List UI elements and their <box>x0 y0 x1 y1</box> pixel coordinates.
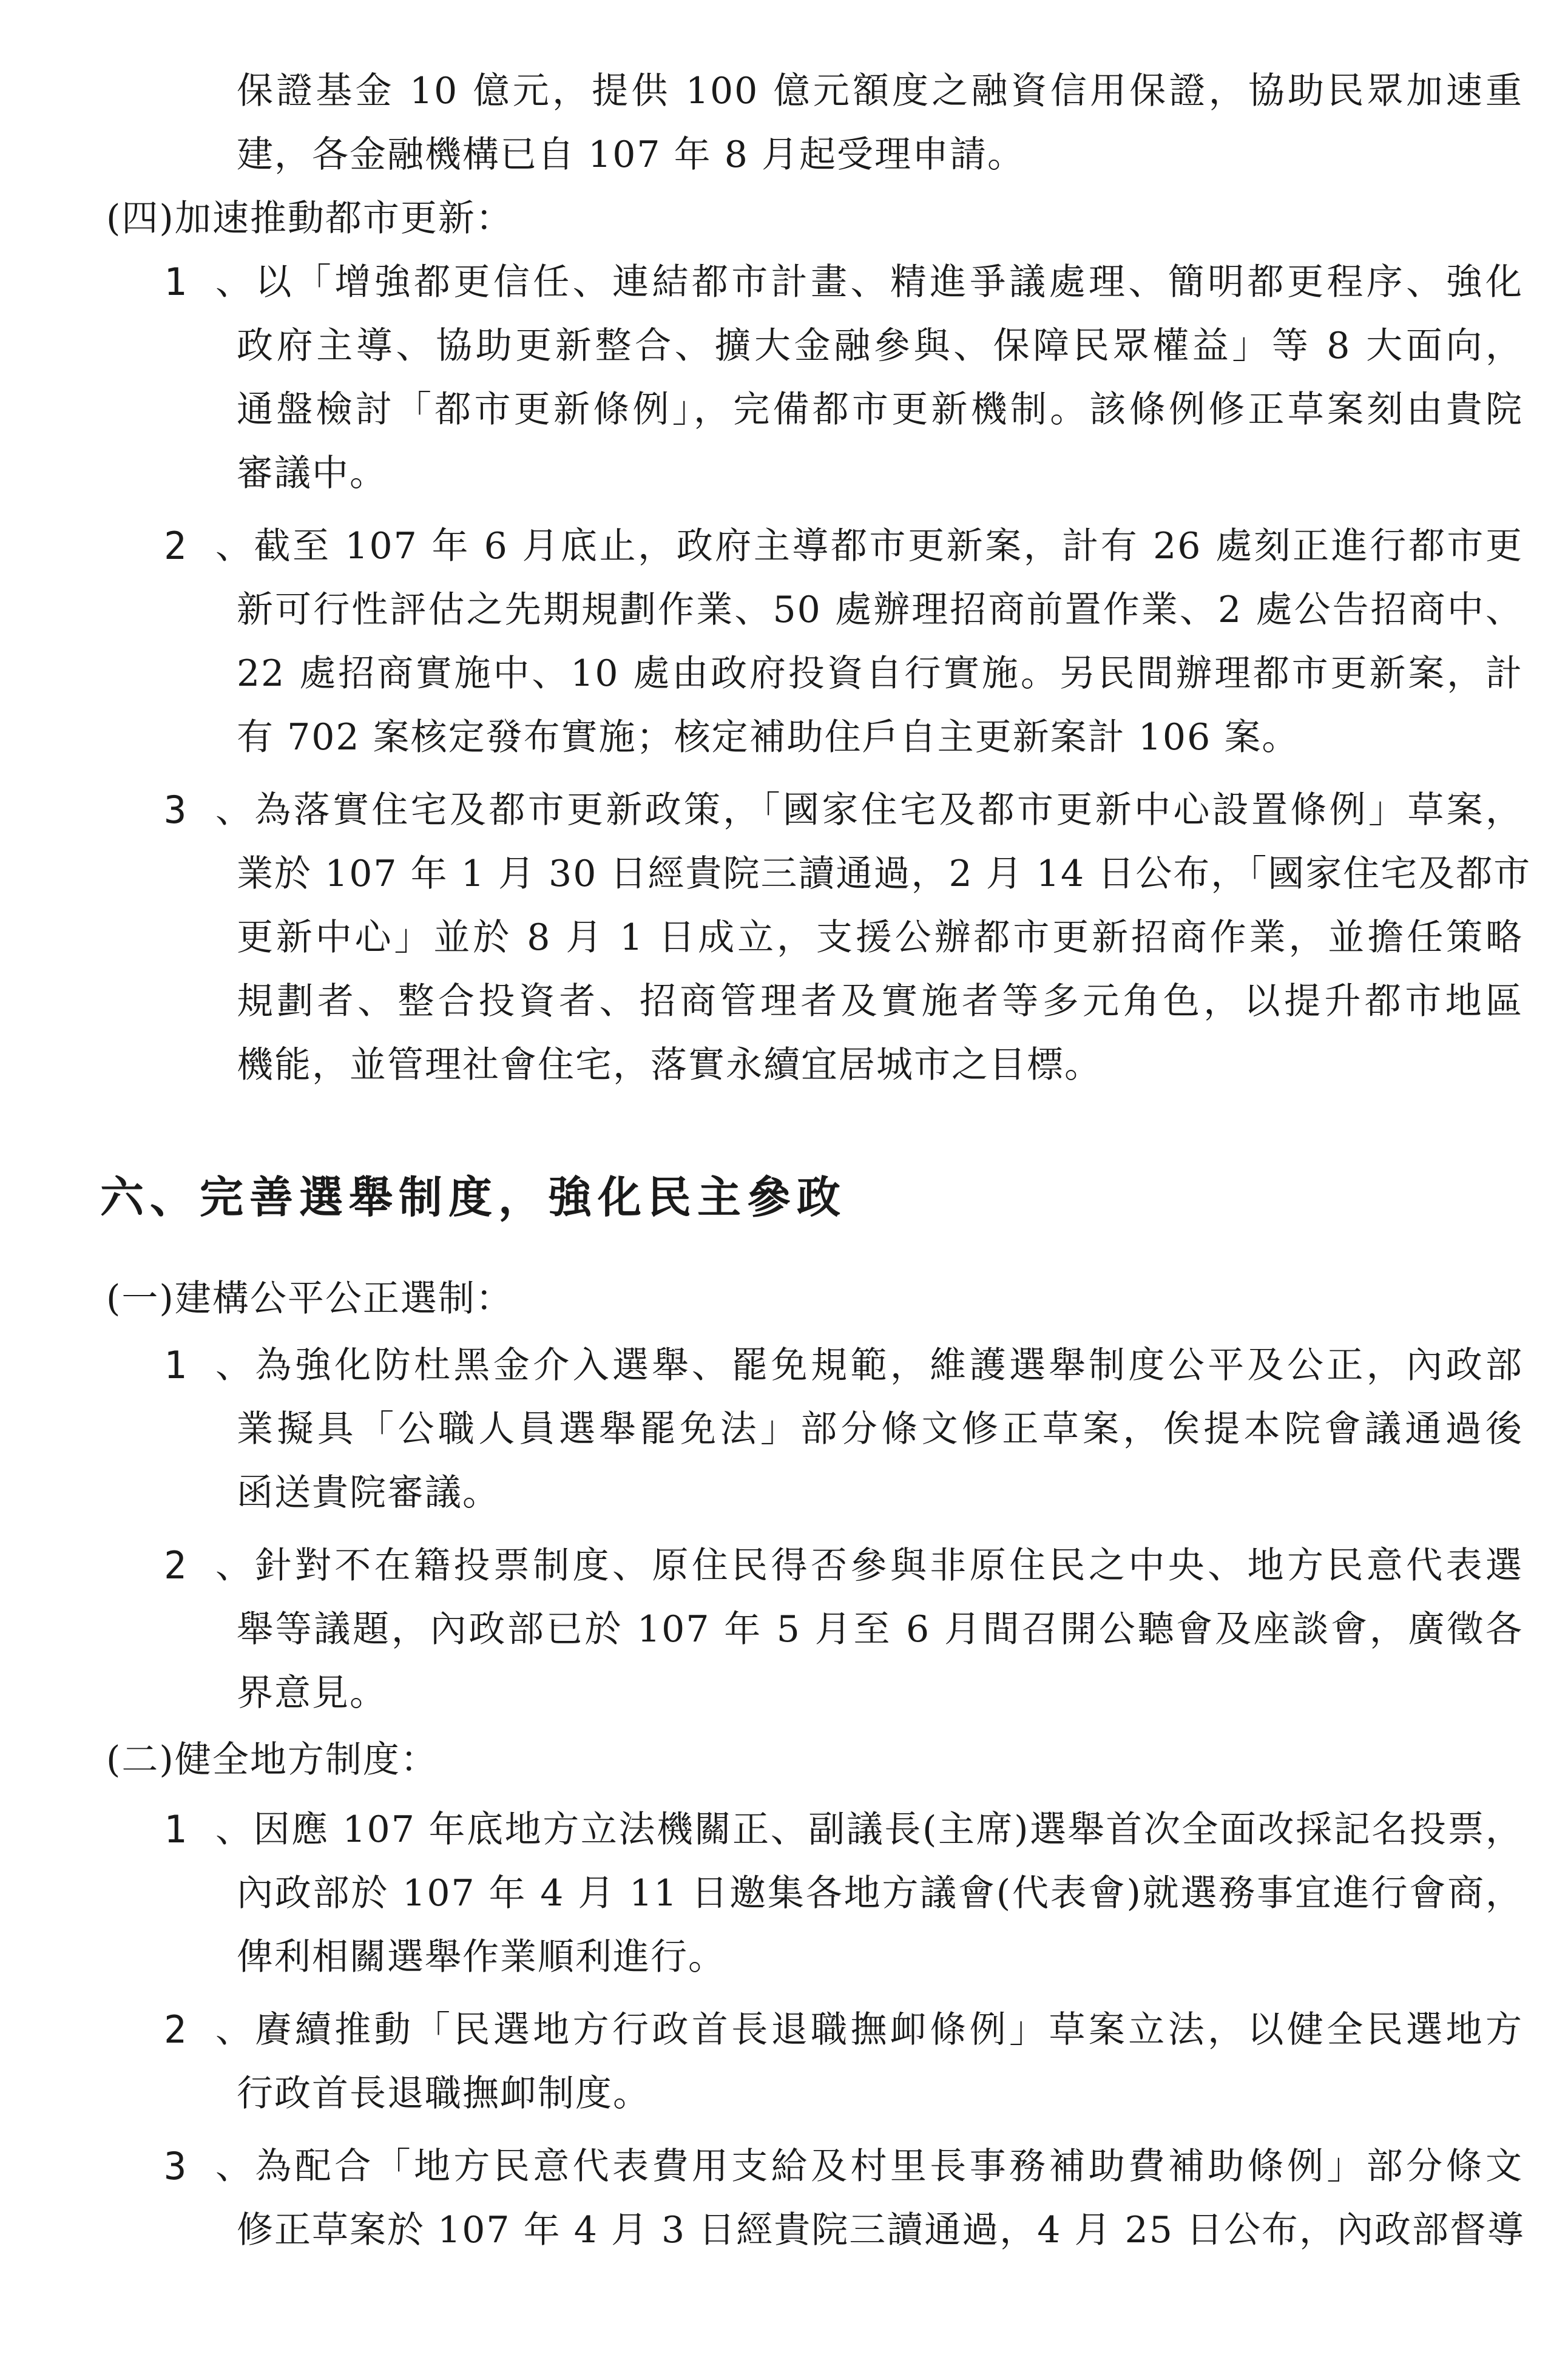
list-item-line: 政府主導、協助更新整合、擴大金融參與、保障民眾權益」等 8 大面向， <box>237 325 1523 367</box>
list-item-line: 、賡續推動「民選地方行政首長退職撫卹條例」草案立法，以健全民選地方 <box>215 2009 1523 2051</box>
list-item-line: 業於 107 年 1 月 30 日經貴院三讀通過，2 月 14 日公布，「國家住宅及都市 <box>237 853 1532 895</box>
chapter-heading: 六、完善選舉制度，強化民主參政 <box>100 1172 847 1223</box>
list-item-line: 行政首長退職撫卹制度。 <box>237 2072 651 2115</box>
item-number: 1 <box>164 1807 187 1851</box>
list-item-line: 、因應 107 年底地方立法機關正、副議長(主席)選舉首次全面改採記名投票， <box>215 1808 1523 1851</box>
list-item-line: 俾利相關選舉作業順利進行。 <box>237 1936 726 1978</box>
section-heading-6-1: (一)建構公平公正選制： <box>106 1277 513 1320</box>
list-item-line: 業擬具「公職人員選舉罷免法」部分條文修正草案，俟提本院會議通過後 <box>237 1408 1523 1450</box>
list-item-line: 新可行性評估之先期規劃作業、50 處辦理招商前置作業、2 處公告招商中、 <box>237 589 1523 631</box>
section-heading-4: (四)加速推動都市更新： <box>106 197 513 240</box>
item-number: 2 <box>164 1543 187 1587</box>
list-item-line: 規劃者、整合投資者、招商管理者及實施者等多元角色，以提升都市地區 <box>237 980 1523 1023</box>
list-item-line: 舉等議題，內政部已於 107 年 5 月至 6 月間召開公聽會及座談會，廣徵各 <box>237 1608 1523 1651</box>
item-number: 1 <box>164 1343 187 1387</box>
list-item-line: 通盤檢討「都市更新條例」，完備都市更新機制。該條例修正草案刻由貴院 <box>237 388 1523 431</box>
list-item-line: 有 702 案核定發布實施；核定補助住戶自主更新案計 106 案。 <box>237 716 1300 759</box>
list-item-line: 、為落實住宅及都市更新政策，「國家住宅及都市更新中心設置條例」草案， <box>215 789 1523 831</box>
list-item-line: 界意見。 <box>237 1672 387 1714</box>
list-item-line: 函送貴院審議。 <box>237 1472 500 1514</box>
section-heading-6-2: (二)健全地方制度： <box>106 1739 438 1781</box>
list-item-line: 、為配合「地方民意代表費用支給及村里長事務補助費補助條例」部分條文 <box>215 2145 1523 2188</box>
list-item-line: 更新中心」並於 8 月 1 日成立，支援公辦都市更新招商作業，並擔任策略 <box>237 916 1523 959</box>
list-item-line: 、以「增強都更信任、連結都市計畫、精進爭議處理、簡明都更程序、強化 <box>215 261 1523 303</box>
list-item-line: 、為強化防杜黑金介入選舉、罷免規範，維護選舉制度公平及公正，內政部 <box>215 1344 1523 1387</box>
item-number: 2 <box>164 2007 187 2052</box>
continuation-line-2: 建，各金融機構已自 107 年 8 月起受理申請。 <box>237 134 1025 176</box>
list-item-line: 機能，並管理社會住宅，落實永續宜居城市之目標。 <box>237 1044 1102 1086</box>
item-number: 2 <box>164 524 187 568</box>
list-item-line: 內政部於 107 年 4 月 11 日邀集各地方議會(代表會)就選務事宜進行會商， <box>237 1872 1523 1915</box>
continuation-line-1: 保證基金 10 億元，提供 100 億元額度之融資信用保證，協助民眾加速重 <box>237 70 1523 112</box>
item-number: 1 <box>164 260 187 304</box>
item-number: 3 <box>164 788 187 832</box>
list-item-line: 修正草案於 107 年 4 月 3 日經貴院三讀通過，4 月 25 日公布，內政部督導 <box>237 2209 1526 2251</box>
item-number: 3 <box>164 2144 187 2188</box>
list-item-line: 、針對不在籍投票制度、原住民得否參與非原住民之中央、地方民意代表選 <box>215 1544 1523 1587</box>
list-item-line: 22 處招商實施中、10 處由政府投資自行實施。另民間辦理都市更新案，計 <box>237 652 1523 695</box>
list-item-line: 、截至 107 年 6 月底止，政府主導都市更新案，計有 26 處刻正進行都市更 <box>215 525 1523 567</box>
list-item-line: 審議中。 <box>237 452 387 495</box>
